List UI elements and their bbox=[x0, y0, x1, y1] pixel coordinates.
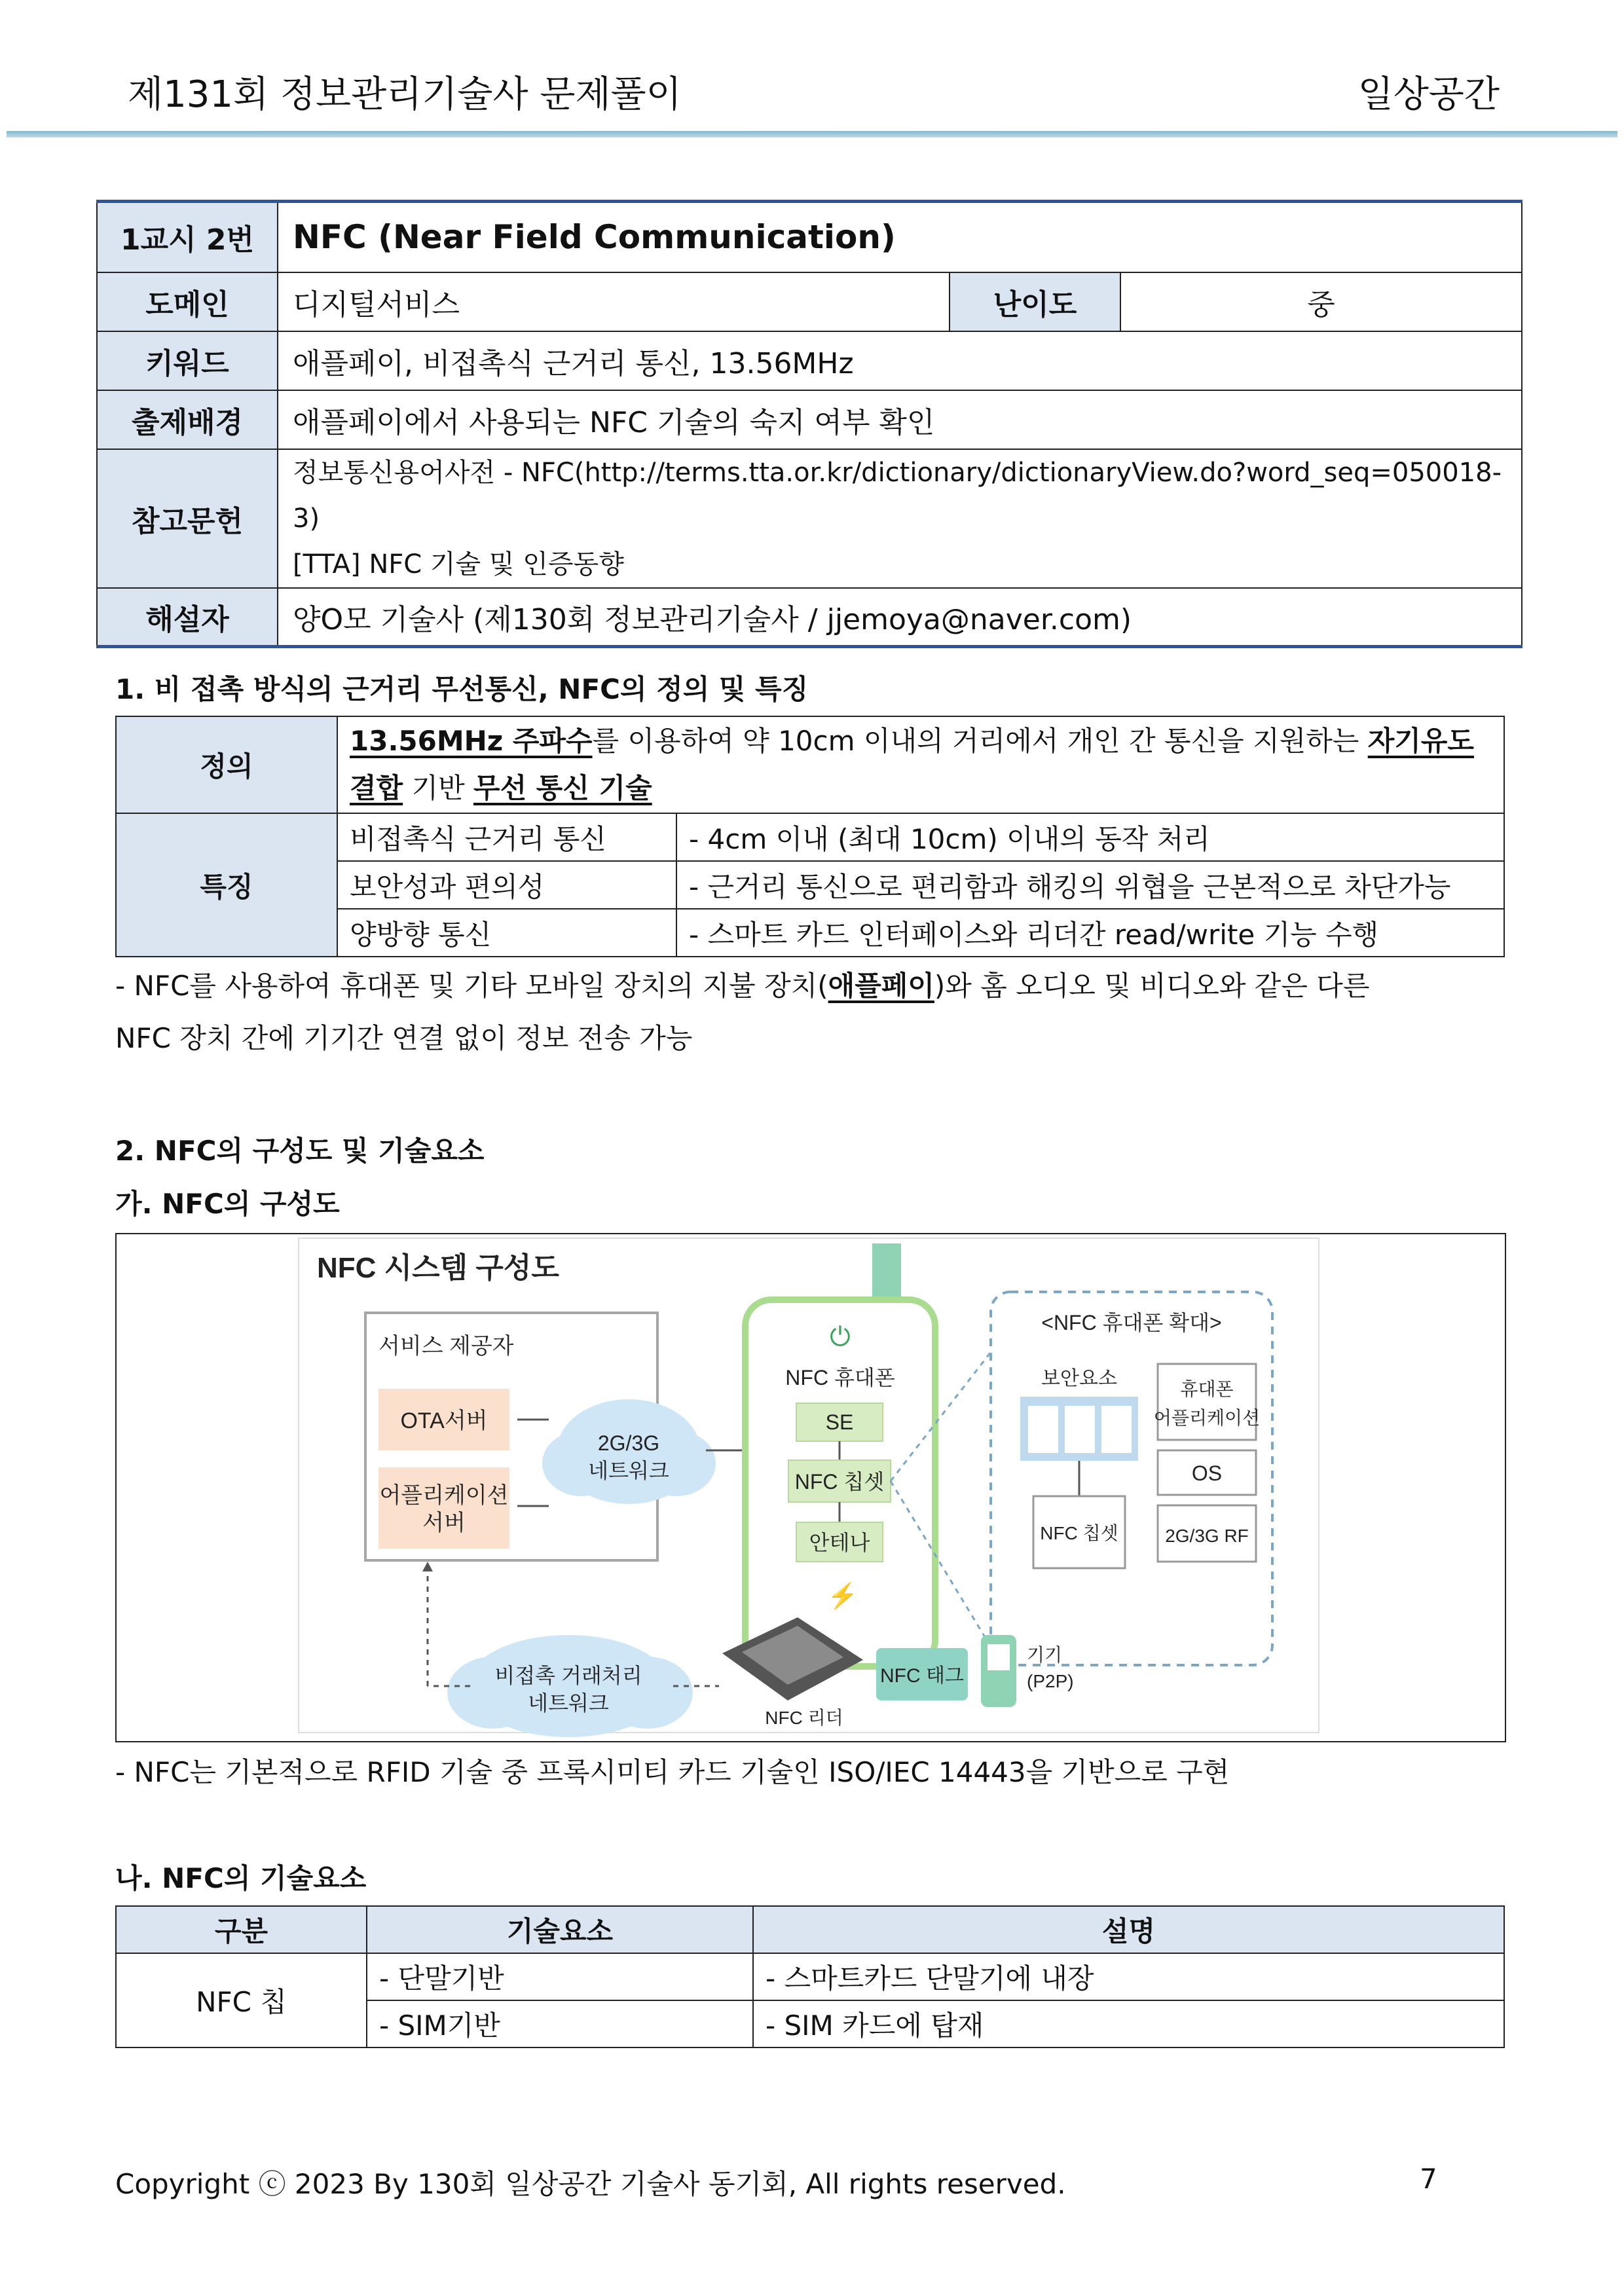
keyword-label: 키워드 bbox=[97, 331, 278, 390]
network-label-2: 네트워크 bbox=[588, 1459, 669, 1482]
app-server-label-1: 어플리케이션 bbox=[379, 1483, 509, 1508]
contactless-label-1: 비접촉 거래처리 bbox=[494, 1664, 642, 1687]
definition-text bbox=[337, 716, 1504, 813]
network-label-1: 2G/3G bbox=[597, 1431, 660, 1455]
footer-copyright: Copyright ⓒ 2023 By 130회 일상공간 기술사 동기회, All rights reserved. bbox=[115, 2168, 1066, 2200]
definition-label: 정의 bbox=[116, 716, 337, 813]
feature-desc: - 스마트 카드 인터페이스와 리더간 read/write 기능 수행 bbox=[676, 909, 1504, 957]
tech-element: - SIM기반 bbox=[367, 2000, 753, 2047]
section2-heading: 2. NFC의 구성도 및 기술요소 bbox=[115, 1135, 485, 1167]
reference-label: 참고문헌 bbox=[97, 449, 278, 588]
reference-1: 정보통신용어사전 - NFC(http://terms.tta.or.kr/dictionary/dictionaryView.do?word_seq=050018-3) bbox=[293, 457, 1502, 534]
feature-name: 비접촉식 근거리 통신 bbox=[337, 813, 676, 861]
tech-description: - SIM 카드에 탑재 bbox=[753, 2000, 1504, 2047]
tech-element: - 단말기반 bbox=[367, 1953, 753, 2000]
definition-term-induction: 자기유도 결합 bbox=[350, 725, 1475, 804]
app-server-box bbox=[378, 1467, 509, 1549]
background-value: 애플페이에서 사용되는 NFC 기술의 숙지 여부 확인 bbox=[278, 390, 1522, 449]
nfc-architecture-diagram bbox=[117, 1234, 1505, 1741]
chipset2-label: NFC 칩셋 bbox=[1040, 1523, 1118, 1543]
header-divider bbox=[7, 131, 1617, 138]
tech-header-description: 설명 bbox=[753, 1906, 1504, 1953]
difficulty-value: 중 bbox=[1120, 272, 1522, 331]
feature-name: 양방향 통신 bbox=[337, 909, 676, 957]
figure-note: - NFC는 기본적으로 RFID 기술 중 프록시미티 카드 기술인 ISO/IEC 14443을 기반으로 구현 bbox=[115, 1756, 1230, 1788]
feature-desc: - 4cm 이내 (최대 10cm) 이내의 동작 처리 bbox=[676, 813, 1504, 861]
definition-text-1: 를 이용하여 약 10cm 이내의 거리에서 개인 간 통신을 지원하는 bbox=[592, 725, 1368, 757]
os-label: OS bbox=[1191, 1461, 1223, 1485]
tech-element-table bbox=[115, 1905, 1505, 2048]
page-number: 7 bbox=[1420, 2163, 1437, 2195]
note-text-c: NFC 장치 간에 기기간 연결 없이 정보 전송 가능 bbox=[115, 1022, 693, 1054]
reference-2: [TTA] NFC 기술 및 인증동향 bbox=[293, 549, 624, 579]
domain-label: 도메인 bbox=[97, 272, 278, 331]
nfc-tag-label: NFC 태그 bbox=[880, 1665, 964, 1687]
definition-term-frequency: 13.56MHz 주파수 bbox=[350, 725, 593, 757]
section1-heading: 1. 비 접촉 방식의 근거리 무선통신, NFC의 정의 및 특징 bbox=[115, 673, 809, 705]
reference-value bbox=[278, 449, 1522, 588]
nfc-chipset-label: NFC 칩셋 bbox=[794, 1470, 885, 1494]
tech-group: NFC 칩 bbox=[116, 1953, 367, 2047]
section2a-heading: 가. NFC의 구성도 bbox=[115, 1188, 340, 1220]
domain-value: 디지털서비스 bbox=[278, 272, 950, 331]
definition-text-2: 기반 bbox=[403, 772, 474, 804]
nfc-usage-note bbox=[115, 960, 1523, 1065]
keyword-value: 애플페이, 비접촉식 근거리 통신, 13.56MHz bbox=[278, 331, 1522, 390]
security-element-label: 보안요소 bbox=[1041, 1368, 1117, 1389]
tech-header-element: 기술요소 bbox=[367, 1906, 753, 1953]
difficulty-label: 난이도 bbox=[950, 272, 1120, 331]
author-label: 해설자 bbox=[97, 588, 278, 647]
rf-label: 2G/3G RF bbox=[1165, 1526, 1249, 1546]
contactless-label-2: 네트워크 bbox=[528, 1691, 609, 1715]
service-provider-label: 서비스 제공자 bbox=[378, 1334, 514, 1359]
feature-label: 특징 bbox=[116, 813, 337, 957]
ota-server-label: OTA서버 bbox=[400, 1408, 488, 1433]
question-info-table bbox=[96, 200, 1522, 648]
phone-app-label-1: 휴대폰 bbox=[1180, 1379, 1234, 1399]
nfc-reader-label: NFC 리더 bbox=[765, 1708, 843, 1728]
header-title: 제131회 정보관리기술사 문제풀이 bbox=[128, 73, 682, 116]
note-text-a: - NFC를 사용하여 휴대폰 및 기타 모바일 장치의 지불 장치( bbox=[115, 970, 828, 1002]
feature-desc: - 근거리 통신으로 편리함과 해킹의 위협을 근본적으로 차단가능 bbox=[676, 861, 1504, 909]
nfc-architecture-figure bbox=[115, 1233, 1506, 1742]
question-title: NFC (Near Field Communication) bbox=[278, 202, 1522, 272]
app-server-label-2: 서버 bbox=[422, 1511, 466, 1535]
definition-term-wireless: 무선 통신 기술 bbox=[473, 772, 652, 804]
device-label-2: (P2P) bbox=[1027, 1671, 1074, 1691]
header-brand: 일상공간 bbox=[1357, 73, 1500, 116]
feature-name: 보안성과 편의성 bbox=[337, 861, 676, 909]
expansion-label: <NFC 휴대폰 확대> bbox=[1041, 1311, 1222, 1334]
figure-title: NFC 시스템 구성도 bbox=[317, 1252, 559, 1284]
signal-icon: ⚡ bbox=[827, 1583, 858, 1610]
power-icon: ⏻ bbox=[830, 1323, 851, 1351]
definition-table bbox=[115, 716, 1505, 957]
note-apple-pay: 애플페이 bbox=[828, 970, 934, 1002]
background-label: 출제배경 bbox=[97, 390, 278, 449]
phone-app-label-2: 어플리케이션 bbox=[1153, 1408, 1261, 1428]
antenna-label: 안테나 bbox=[809, 1531, 870, 1554]
author-value: 양O모 기술사 (제130회 정보관리기술사 / jjemoya@naver.com) bbox=[278, 588, 1522, 647]
tech-header-category: 구분 bbox=[116, 1906, 367, 1953]
question-number: 1교시 2번 bbox=[97, 202, 278, 272]
tech-description: - 스마트카드 단말기에 내장 bbox=[753, 1953, 1504, 2000]
se-label: SE bbox=[825, 1410, 854, 1434]
device-label-1: 기기 bbox=[1027, 1645, 1063, 1665]
section2b-heading: 나. NFC의 기술요소 bbox=[115, 1862, 367, 1894]
note-text-b: )와 홈 오디오 및 비디오와 같은 다른 bbox=[934, 970, 1370, 1002]
nfc-phone-label: NFC 휴대폰 bbox=[785, 1366, 895, 1389]
